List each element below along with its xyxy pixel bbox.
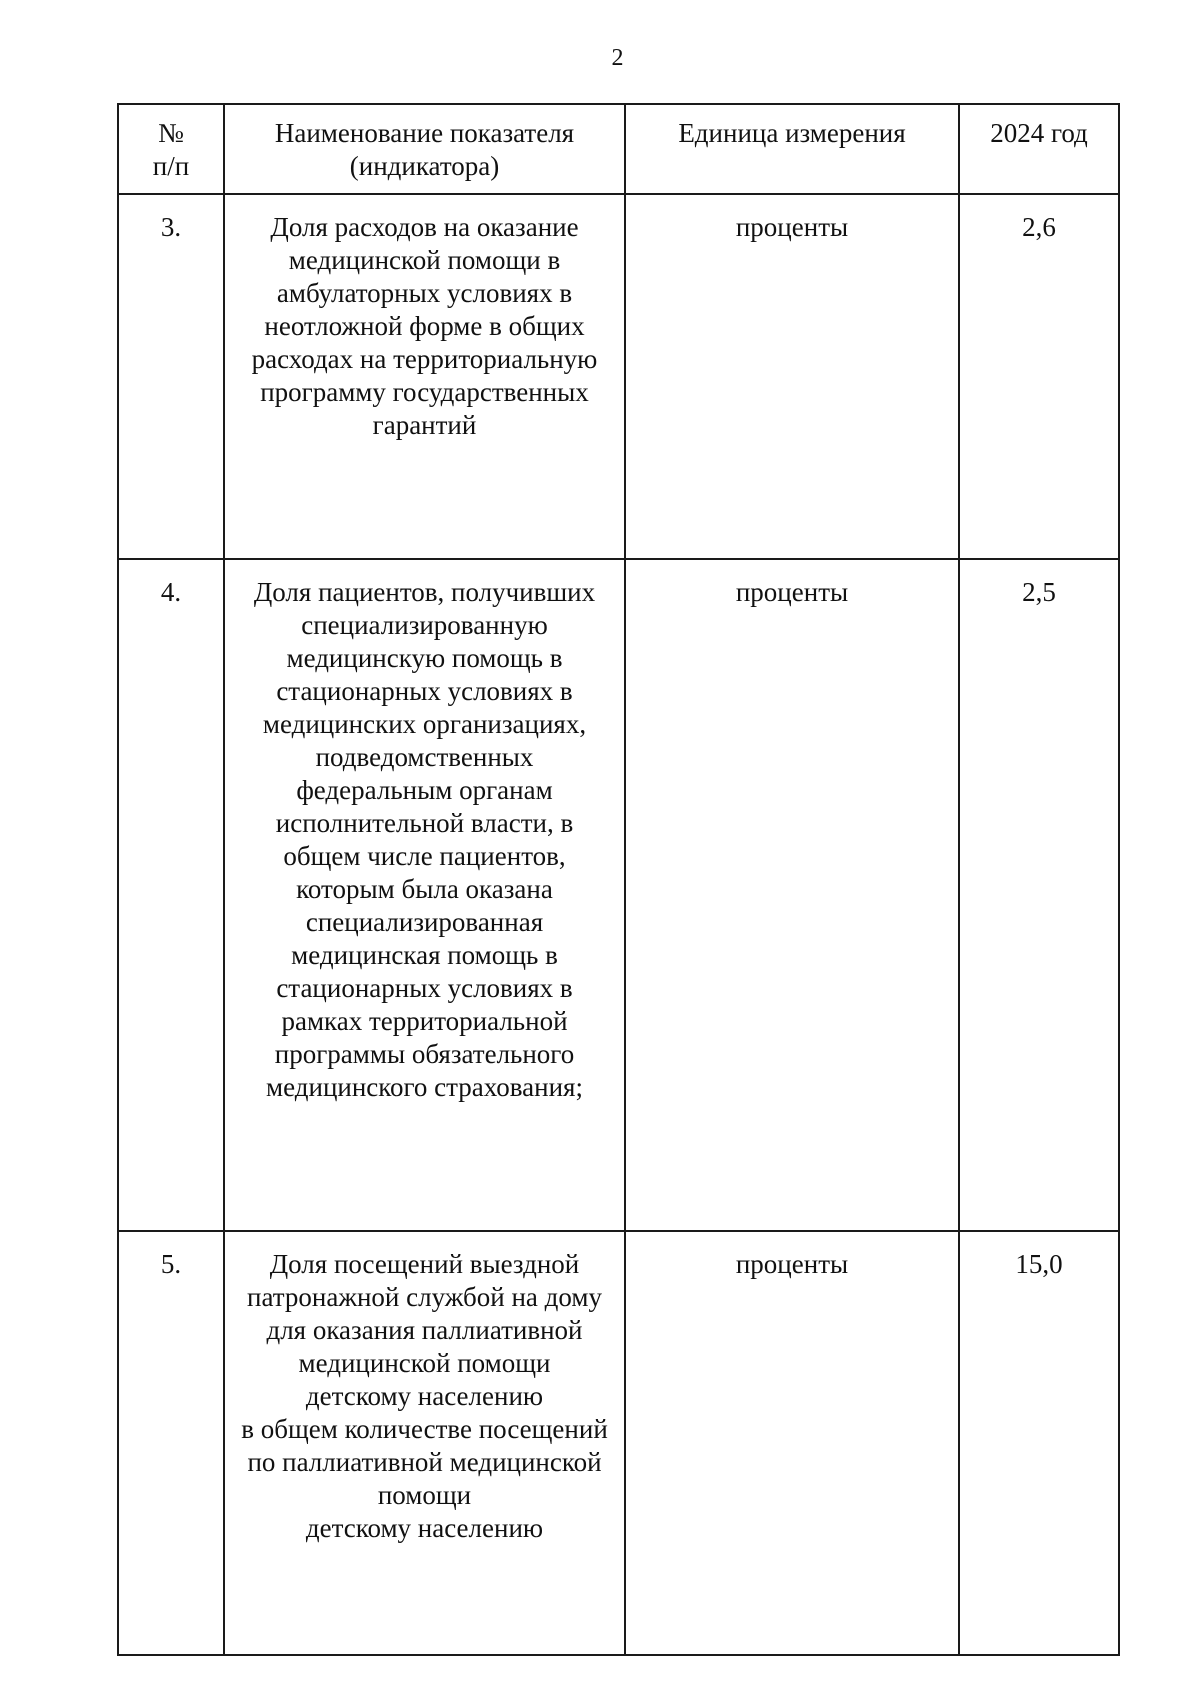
row-value-cell [959, 1231, 1119, 1655]
row-name-line: федеральным органам [296, 775, 553, 805]
row-name-line: которым была оказана [296, 874, 553, 904]
row-unit-cell [625, 1231, 959, 1655]
row-name-line: медицинского страхования; [266, 1072, 583, 1102]
row-name-line: программу государственных [260, 377, 589, 407]
indicators-table [117, 103, 1120, 1656]
row-name-line: стационарных условиях в [276, 676, 573, 706]
row-unit: проценты [735, 212, 849, 242]
row-number: 3. [160, 212, 182, 242]
table-row [118, 1231, 1119, 1655]
row-name-line: программы обязательного [274, 1039, 575, 1069]
row-name-line: детскому населению [305, 1381, 544, 1411]
row-unit: проценты [735, 577, 849, 607]
row-name-line: патронажной службой на дому [247, 1282, 602, 1312]
row-unit: проценты [735, 1249, 849, 1279]
row-name-line: исполнительной власти, в [275, 808, 574, 838]
row-name-line: стационарных условиях в [276, 973, 573, 1003]
row-number: 5. [160, 1249, 182, 1279]
header-number-line: № [158, 118, 184, 148]
row-name-line: медицинской помощи в [288, 245, 561, 275]
row-value: 2,6 [1022, 212, 1056, 242]
header-name-cell [224, 104, 625, 194]
row-number-cell [118, 194, 224, 559]
row-name-line: по паллиативной медицинской [247, 1447, 602, 1477]
header-year-label: 2024 год [990, 118, 1088, 148]
row-value-cell [959, 194, 1119, 559]
header-unit-cell [625, 104, 959, 194]
row-name-line: для оказания паллиативной [266, 1315, 583, 1345]
row-unit-cell [625, 559, 959, 1231]
row-name-cell [224, 194, 625, 559]
row-name-line: специализированная [305, 907, 544, 937]
table-row [118, 194, 1119, 559]
row-value: 2,5 [1022, 577, 1056, 607]
header-number-cell [118, 104, 224, 194]
header-name-line: (индикатора) [349, 151, 500, 181]
row-name-line: специализированную [301, 610, 548, 640]
row-name-line: помощи [377, 1480, 472, 1510]
row-name-line: медицинских организациях, [262, 709, 587, 739]
row-unit-cell [625, 194, 959, 559]
header-unit-label: Единица измерения [678, 118, 906, 148]
row-name-line: Доля расходов на оказание [270, 212, 579, 242]
row-value: 15,0 [1015, 1249, 1063, 1279]
row-name-line: общем числе пациентов, [283, 841, 566, 871]
page-number: 2 [611, 45, 624, 71]
row-number-cell [118, 559, 224, 1231]
header-name-line: Наименование показателя [274, 118, 575, 148]
row-name-line: медицинской помощи [298, 1348, 551, 1378]
row-name-line: в общем количестве посещений [241, 1414, 608, 1444]
row-name-cell [224, 559, 625, 1231]
row-name-line: медицинскую помощь в [286, 643, 563, 673]
row-name-line: Доля посещений выездной [269, 1249, 580, 1279]
row-name-line: расходах на территориальную [251, 344, 598, 374]
table-row [118, 559, 1119, 1231]
row-name-line: медицинская помощь в [291, 940, 558, 970]
header-number-line: п/п [152, 151, 190, 181]
row-name-cell [224, 1231, 625, 1655]
row-name-line: неотложной форме в общих [264, 311, 585, 341]
row-name-line: подведомственных [315, 742, 534, 772]
header-year-cell [959, 104, 1119, 194]
row-name-line: Доля пациентов, получивших [253, 577, 596, 607]
row-number: 4. [160, 577, 182, 607]
row-name-line: гарантий [372, 410, 477, 440]
row-value-cell [959, 559, 1119, 1231]
row-name-line: рамках территориальной [281, 1006, 568, 1036]
table-header-row [118, 104, 1119, 194]
row-name-line: детскому населению [305, 1513, 544, 1543]
row-number-cell [118, 1231, 224, 1655]
row-name-line: амбулаторных условиях в [276, 278, 573, 308]
